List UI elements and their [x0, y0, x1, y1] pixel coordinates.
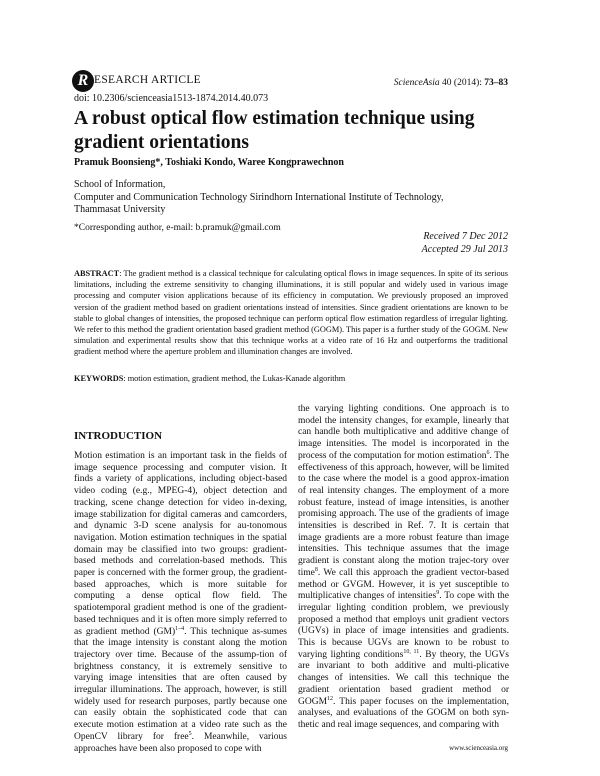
paragraph-text: . This technique as-sumes that the image intensity is constant along the motion trajectory over time. Because of the assump-tion of brightness constancy, it is extremely sensitive to varying image intensities that are often caused by irregular illuminations. The approach, however, is still widely used for research purposes, partly because one can easily obtain the sophisticated code that can execute motion estimation at a video rate such as the OpenCV library for free [74, 626, 287, 742]
abstract-text: : The gradient method is a classical technique for calculating optical flows in image sequences. In spite of its serious limitations, including the extreme sensitivity to changing illuminations, it is still popular and widely used in various image processing and computer vision applications because of its efficiency in computation. We previously proposed an improved version of the gradient method based on gradient orientations instead of intensities. Since gradient orientations are known to be stable to global changes of intensities, the proposed technique can perform optical flow estimation regardless of irregular lighting. We refer to this method the gradient orientation based gradient method (GOGM). This paper is a further study of the GOGM. New simulation and experimental results show that this technique works at a video rate of 16 Hz and outperforms the traditional gradient method where the aperture problem and illumination changes are involved. [74, 269, 508, 357]
paragraph-text: . The effectiveness of this approach, however, will be limited to the case where the model is a good approx-imation of real intensity changes. The employment of a more robust feature, instead of image intensities, is another promising approach. The use of the gradients of image intensities is described in Ref. 7. It is certain that image gradients are a more robust feature than image intensities. This technique assumes that the image gradient is constant along the motion trajec-tory over time [298, 450, 509, 578]
received-date: Received 7 Dec 2012 [423, 231, 508, 242]
paragraph-text: . This paper focuses on the implementation, analyses, and evaluations of the GOGM on both syn-thetic and real image sequences, and comparing with [298, 696, 509, 730]
citation-ref[interactable]: 5 [188, 730, 192, 737]
keywords-text: : motion estimation, gradient method, the Lukas-Kanade algorithm [123, 374, 346, 383]
paragraph-text: . To cope with the irregular lighting condition problem, we previously proposed a method that employs unit gradient vectors (UGVs) in place of image intensities and gradients. This is because UGVs are known to be robust to varying lighting conditions [298, 591, 509, 660]
footer-url[interactable]: www.scienceasia.org [449, 744, 508, 752]
article-type-label: ESEARCH ARTICLE [94, 74, 201, 86]
doi[interactable]: doi: 10.2306/scienceasia1513-1874.2014.40.073 [74, 93, 269, 104]
paragraph-text: the varying lighting conditions. One approach is to model the intensity changes, for example, linearly that can handle both multiplicative and additive change of image intensities. The model is incorporated in the process of the computation for motion estimation [298, 404, 509, 461]
page-range: 73–83 [484, 78, 508, 88]
keywords-label: KEYWORDS [74, 374, 124, 383]
submission-dates [422, 231, 508, 256]
citation-ref[interactable]: 10, 11 [403, 648, 420, 655]
paragraph-text: . Meanwhile, various approaches have been also proposed to cope with [74, 731, 288, 754]
paragraph-text: Motion estimation is an important task in the fields of image sequence processing and computer vision. It finds a variety of applications, including object-based video coding (e.g., MPEG-4), object detection and tracking, scene change detection for video in-dexing, image stabilization for digital cameras and camcorders, and dynamic 3-D scene analysis for au-tonomous navigation. Motion estimation techniques in the spatial domain may be classified into two groups: gradient-based methods and correlation-based methods. This paper is concerned with the former group, the gradient-based approaches, which is more suitable for computing a dense optical flow field. The spatiotemporal gradient method is one of the gradient-based techniques and it is often more simply referred to as gradient method (GM) [74, 451, 287, 637]
affiliation-line: School of Information, [74, 179, 166, 190]
journal-volume: 40 (2014): [439, 78, 485, 88]
journal-logo: R [72, 70, 94, 92]
paragraph-text: . We call this approach the gradient vector-based method or GVGM. However, it is yet susceptible to multiplicative changes of intensities [298, 567, 509, 602]
paragraph-text: . By theory, the UGVs are invariant to both additive and multi-plicative changes of intensities. We call this technique the gradient orientation based gradient method or GOGM [298, 649, 509, 707]
citation-ref[interactable]: 8 [314, 566, 318, 573]
citation-ref[interactable]: 6 [486, 449, 490, 456]
affiliation-line: Thammasat University [74, 204, 166, 215]
citation-ref[interactable]: 1–4 [175, 625, 185, 632]
citation-ref[interactable]: 12 [327, 695, 334, 702]
paper-title: A robust optical flow estimation technique using gradient orientations [74, 108, 475, 153]
affiliation [74, 179, 443, 217]
abstract-label: ABSTRACT [74, 269, 120, 278]
section-heading-introduction: INTRODUCTION [74, 430, 163, 442]
author-list: Pramuk Boonsieng*, Toshiaki Kondo, Waree Kongprawechnon [74, 157, 344, 168]
journal-citation [394, 78, 508, 88]
body-column-left [74, 451, 287, 755]
journal-name: ScienceAsia [393, 78, 440, 88]
corresponding-author: *Corresponding author, e-mail: b.pramuk@gmail.com [74, 223, 281, 233]
accepted-date: Accepted 29 Jul 2013 [421, 243, 508, 255]
citation-ref[interactable]: 9 [436, 590, 440, 597]
body-column-right [298, 404, 509, 732]
affiliation-line: Computer and Communication Technology Sirindhorn International Institute of Technology, [74, 191, 444, 203]
abstract [74, 268, 508, 358]
keywords [74, 374, 508, 383]
